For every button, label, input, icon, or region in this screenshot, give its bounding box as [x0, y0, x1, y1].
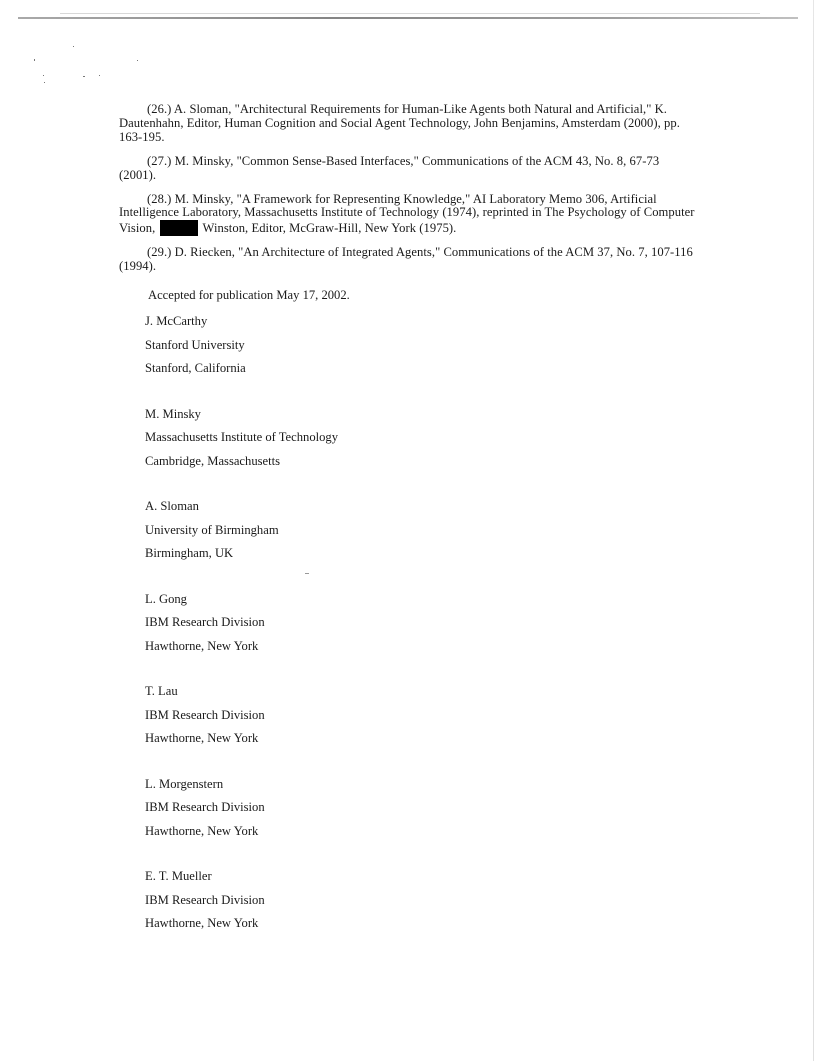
reference-number: (29.) [147, 245, 172, 260]
author-affiliation: IBM Research Division [145, 707, 265, 722]
author-name: L. Morgenstern [145, 776, 224, 791]
author-block [145, 680, 338, 751]
acceptance-note: Accepted for publication May 17, 2002. [148, 288, 350, 302]
reference-text: M. Minsky, "A Framework for Representing Knowledge," AI Laboratory Memo 306, Artificial Intelligence Laboratory, Massachusetts Institute of Technology (1974), reprinted in The Psychology of Computer Vision, [119, 191, 695, 236]
reference-text: D. Riecken, "An Architecture of Integrated Agents," Communications of the ACM 37, No. 7, 107-116 (1994). [119, 245, 693, 274]
author-affiliation: IBM Research Division [145, 615, 265, 629]
reference-item [119, 155, 697, 183]
author-location: Birmingham, UK [145, 546, 234, 560]
reference-number: (26.) [147, 102, 172, 116]
redaction-block [160, 220, 198, 236]
author-location: Hawthorne, New York [145, 823, 259, 838]
header-rule [18, 17, 798, 19]
author-name: A. Sloman [145, 499, 199, 513]
scan-speck [44, 82, 45, 83]
reference-item [119, 193, 697, 237]
author-location: Hawthorne, New York [145, 638, 259, 653]
author-affiliation: University of Birmingham [145, 522, 279, 537]
reference-text: M. Minsky, "Common Sense-Based Interfaces," Communications of the ACM 43, No. 8, 67-73 (2001). [119, 153, 660, 182]
author-name: L. Gong [145, 591, 187, 606]
author-location: Hawthorne, New York [145, 916, 259, 930]
author-block [145, 773, 338, 844]
author-block [145, 865, 338, 936]
scan-page-edge [813, 0, 814, 1061]
scan-header-artifact [60, 13, 760, 14]
reference-text: A. Sloman, "Architectural Requirements for Human-Like Agents both Natural and Artificial," K. Dautenhahn, Editor, Human Cognition and Social Agent Technology, John Benjamins, Amsterdam (2000), pp. 163-195. [119, 102, 680, 144]
scan-speck [99, 75, 100, 76]
reference-text-continued: Winston, Editor, McGraw-Hill, New York (1975). [202, 221, 457, 236]
reference-list [119, 103, 697, 284]
author-block [145, 310, 338, 381]
scan-speck [43, 75, 44, 76]
author-location: Stanford, California [145, 361, 246, 375]
scan-speck [83, 76, 85, 77]
author-block [145, 588, 338, 659]
author-affiliation: IBM Research Division [145, 800, 265, 814]
author-list [145, 310, 338, 958]
author-name: E. T. Mueller [145, 869, 212, 883]
author-block [145, 403, 338, 474]
reference-item [119, 246, 697, 274]
author-block [145, 495, 338, 566]
scan-speck [137, 60, 138, 61]
reference-number: (28.) [147, 191, 172, 206]
author-location: Cambridge, Massachusetts [145, 453, 281, 468]
author-name: M. Minsky [145, 406, 201, 421]
author-affiliation: Stanford University [145, 337, 245, 352]
author-affiliation: Massachusetts Institute of Technology [145, 430, 339, 444]
reference-number: (27.) [147, 153, 172, 168]
scan-speck [34, 59, 35, 61]
author-affiliation: IBM Research Division [145, 892, 265, 907]
author-name: J. McCarthy [145, 314, 208, 328]
author-location: Hawthorne, New York [145, 731, 259, 745]
author-name: T. Lau [145, 684, 178, 698]
scan-speck [73, 46, 74, 47]
reference-item [119, 103, 697, 145]
